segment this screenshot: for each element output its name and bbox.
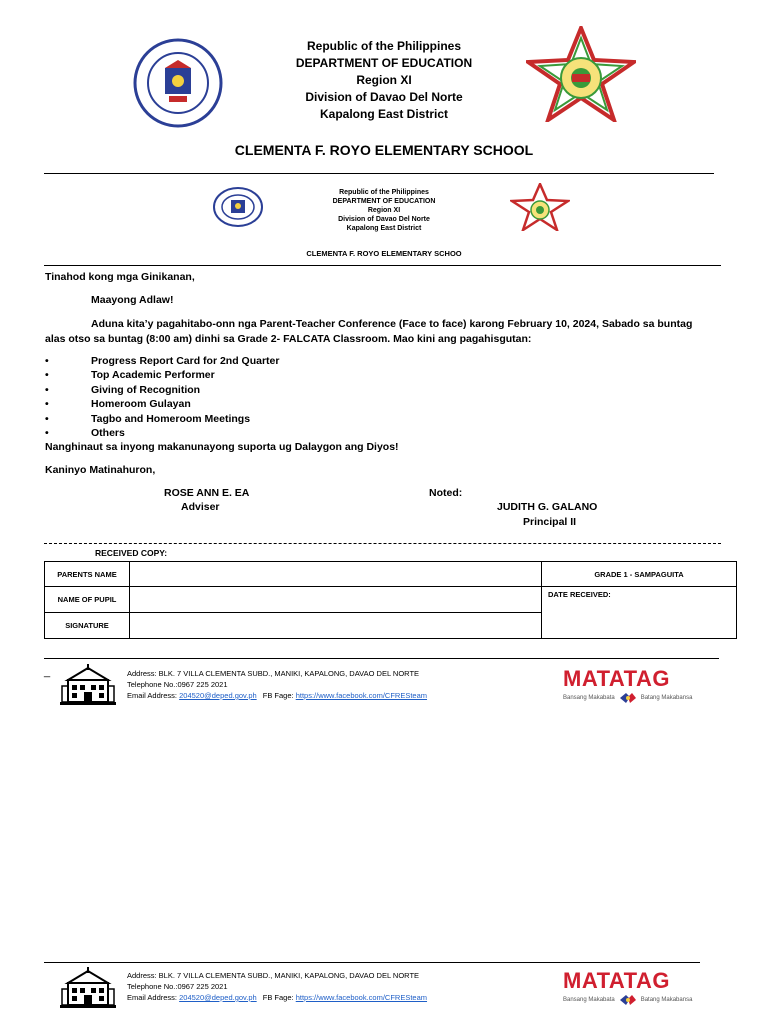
header-small-line: Republic of the Philippines: [339, 189, 429, 196]
matatag-hands-icon: [618, 994, 638, 1006]
header-line: Kapalong East District: [319, 107, 449, 121]
header-small-line: Division of Davao Del Norte: [338, 216, 430, 223]
received-copy-table: [44, 561, 737, 639]
adviser-name: ROSE ANN E. EA: [164, 487, 250, 499]
footer-email-row: [127, 992, 427, 1003]
matatag-tagline-right: Batang Makabansa: [640, 695, 693, 701]
school-logo-small-icon: [510, 183, 570, 231]
bullet: •: [45, 383, 49, 396]
matatag-hands-icon: [618, 692, 638, 704]
adviser-title: Adviser: [181, 501, 220, 513]
deped-seal-icon: [133, 38, 223, 128]
date-received-label: DATE RECEIVED:: [542, 587, 737, 639]
list-item: [45, 397, 279, 411]
sign-off: Kaninyo Matinahuron,: [45, 464, 156, 476]
principal-name: JUDITH G. GALANO: [497, 501, 598, 513]
header-small-line: DEPARTMENT OF EDUCATION: [332, 198, 436, 205]
fb-label: FB Fage:: [262, 993, 294, 1002]
school-name-small: CLEMENTA F. ROYO ELEMENTARY SCHOO: [306, 249, 462, 258]
pupil-name-field[interactable]: [130, 587, 542, 613]
header-line: DEPARTMENT OF EDUCATION: [295, 56, 473, 70]
email-label: Email Address:: [127, 993, 178, 1002]
header-line: Region XI: [356, 73, 412, 87]
agenda-item: Giving of Recognition: [91, 383, 201, 396]
matatag-logo: [563, 666, 713, 704]
footer-address: Address: BLK. 7 VILLA CLEMENTA SUBD., MANIKI, KAPALONG, DAVAO DEL NORTE: [127, 669, 420, 678]
body-line-2: alas otso sa buntag (8:00 am) dinhi sa Grade 2- FALCATA Classroom. Mao kini ang pagahisgutan:: [45, 333, 532, 345]
matatag-tagline-left: Bansang Makabata: [563, 695, 615, 701]
agenda-item: Tagbo and Homeroom Meetings: [91, 412, 251, 425]
salutation: Maayong Adlaw!: [91, 294, 174, 306]
agenda-item: Progress Report Card for 2nd Quarter: [91, 355, 280, 367]
fb-link[interactable]: https://www.facebook.com/CFRESteam: [295, 993, 428, 1002]
school-building-icon: [60, 967, 116, 1009]
bullet: •: [45, 412, 49, 425]
email-label: Email Address:: [127, 691, 178, 700]
signature-label: SIGNATURE: [45, 613, 130, 639]
bullet: •: [45, 369, 49, 382]
bullet: •: [45, 355, 49, 367]
matatag-wordmark: MATATAG: [563, 968, 670, 993]
table-row: [45, 587, 737, 613]
footer-telephone: Telephone No.:0967 225 2021: [127, 982, 228, 991]
list-item: [45, 412, 279, 426]
header-divider: [44, 173, 714, 174]
cut-line: [44, 543, 721, 544]
header-line: Division of Davao Del Norte: [305, 90, 463, 104]
table-row: [45, 562, 737, 587]
principal-title: Principal II: [523, 516, 577, 528]
school-logo-icon: [526, 26, 636, 122]
list-item: [45, 383, 279, 397]
list-item: [45, 368, 279, 382]
header-small-lines: [284, 188, 484, 233]
footer-address: Address: BLK. 7 VILLA CLEMENTA SUBD., MANIKI, KAPALONG, DAVAO DEL NORTE: [127, 971, 420, 980]
header-small-line: Region XI: [367, 207, 401, 214]
deped-seal: [133, 38, 223, 128]
agenda-list: [45, 354, 279, 440]
parents-name-field[interactable]: [130, 562, 542, 587]
school-name: CLEMENTA F. ROYO ELEMENTARY SCHOOL: [234, 142, 534, 158]
school-logo-small: [510, 183, 570, 231]
footer-divider-2: [44, 962, 700, 963]
footer-contact: [127, 668, 427, 701]
footer-underscore: _: [44, 666, 51, 678]
deped-seal-small: [212, 186, 264, 228]
list-item: [45, 354, 279, 368]
signature-field[interactable]: [130, 613, 542, 639]
footer-divider: [44, 658, 719, 659]
matatag-tagline-right: Batang Makabansa: [640, 997, 693, 1003]
bullet: •: [45, 427, 49, 440]
deped-seal-small-icon: [212, 186, 264, 228]
fb-link[interactable]: https://www.facebook.com/CFRESteam: [295, 691, 428, 700]
noted-label: Noted:: [429, 487, 463, 499]
grade-section: GRADE 1 - SAMPAGUITA: [542, 562, 737, 587]
parents-name-label: PARENTS NAME: [45, 562, 130, 587]
pupil-name-label: NAME OF PUPIL: [45, 587, 130, 613]
email-link[interactable]: 204520@deped.gov.ph: [179, 993, 257, 1002]
closing-line: Nanghinaut sa inyong makanunayong suporta ug Dalaygon ang Diyos!: [45, 441, 399, 453]
fb-label: FB Fage:: [262, 691, 294, 700]
footer-email-row: [127, 690, 427, 701]
header-small-divider: [44, 265, 721, 266]
header-lines: [234, 38, 534, 123]
greeting: Tinahod kong mga Ginikanan,: [45, 271, 195, 283]
agenda-item: Others: [91, 427, 125, 440]
school-building-icon: [60, 664, 116, 706]
received-copy-title: RECEIVED COPY:: [95, 548, 168, 558]
header-line: Republic of the Philippines: [306, 39, 461, 53]
agenda-item: Top Academic Performer: [91, 369, 215, 382]
footer-contact-2: [127, 970, 427, 1003]
list-item: [45, 426, 279, 440]
footer-telephone: Telephone No.:0967 225 2021: [127, 680, 228, 689]
bullet: •: [45, 398, 49, 411]
matatag-wordmark: MATATAG: [563, 666, 670, 691]
agenda-item: Homeroom Gulayan: [91, 398, 191, 411]
matatag-logo-2: [563, 968, 713, 1006]
body-line-1: Aduna kita’y pagahitabo-onn nga Parent-Teacher Conference (Face to face) karong February 10, 2024, Sabado sa buntag: [91, 318, 693, 330]
email-link[interactable]: 204520@deped.gov.ph: [179, 691, 257, 700]
matatag-tagline-left: Bansang Makabata: [563, 997, 615, 1003]
header-small-line: Kapalong East District: [346, 225, 422, 232]
school-logo: [526, 26, 636, 122]
